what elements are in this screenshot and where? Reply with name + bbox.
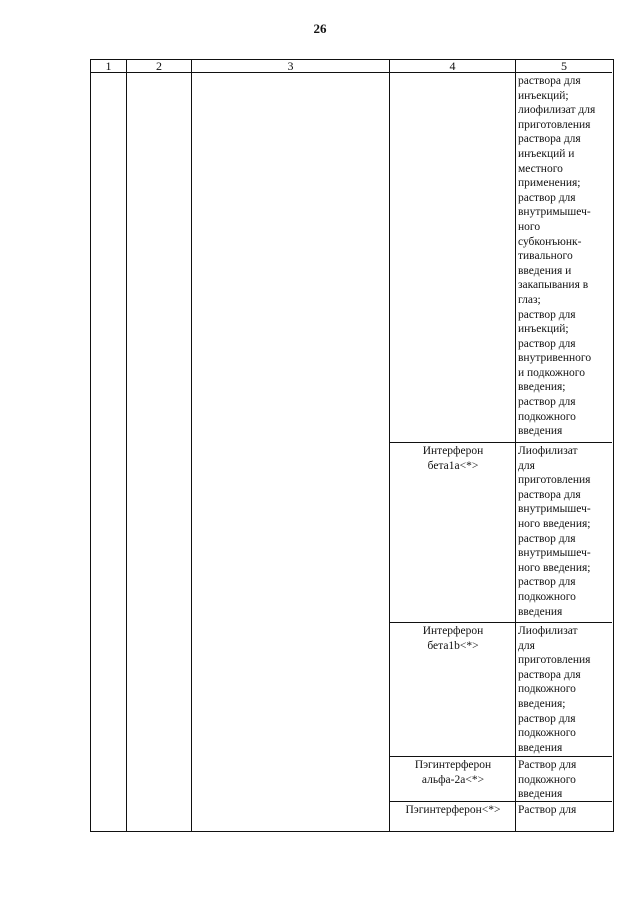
text-line: раствора для <box>518 668 581 681</box>
text-line: введения <box>518 741 563 754</box>
text-line: внутримышеч- <box>518 206 591 219</box>
text-line: внутримышеч- <box>518 503 591 516</box>
text-line: раствор для <box>518 308 576 321</box>
row-5-dosage-forms <box>518 803 610 818</box>
text-line: внутривенного <box>518 352 592 365</box>
text-line: приготовления <box>518 118 591 131</box>
row-divider-2 <box>389 622 612 623</box>
medication-table <box>90 59 614 832</box>
text-line: подкожного <box>518 683 576 696</box>
text-line: Пэгинтерферон<*> <box>405 804 501 816</box>
text-line: для <box>518 459 535 472</box>
column-divider-2-3 <box>191 60 192 831</box>
text-line: ного введения; <box>518 561 591 574</box>
text-line: приготовления <box>518 654 591 667</box>
row-divider-1 <box>389 442 612 443</box>
text-line: Интерферон <box>422 445 484 457</box>
text-line: введения <box>518 605 563 618</box>
text-line: Лиофилизат <box>518 445 578 457</box>
text-line: подкожного <box>518 410 576 423</box>
text-line: введения <box>518 788 563 801</box>
text-line: введения и <box>518 264 572 277</box>
row-divider-3 <box>389 756 612 757</box>
row-1-dosage-forms <box>518 74 610 439</box>
text-line: Пэгинтерферон <box>414 759 492 771</box>
text-line: применения; <box>518 177 581 190</box>
text-line: раствора для <box>518 75 581 87</box>
text-line: введения <box>518 425 563 438</box>
row-3-drug-name <box>393 624 513 653</box>
text-line: раствор для <box>518 532 576 545</box>
header-col-3: 3 <box>287 59 294 73</box>
text-line: инъекций и <box>518 147 575 160</box>
header-col-5: 5 <box>561 59 567 73</box>
text-line: Интерферон <box>422 625 484 637</box>
text-line: раствора для <box>518 488 581 501</box>
text-line: приготовления <box>518 474 591 487</box>
text-line: раствор для <box>518 337 576 350</box>
row-3-dosage-forms <box>518 624 610 755</box>
row-4-drug-name <box>393 758 513 787</box>
text-line: субконъюнк- <box>518 235 582 248</box>
text-line: лиофилизат для <box>518 104 596 117</box>
text-line: раствор для <box>518 396 576 409</box>
page-number: 26 <box>313 21 327 36</box>
column-divider-4-5 <box>515 60 516 831</box>
row-2-dosage-forms <box>518 444 610 619</box>
header-divider <box>91 72 612 73</box>
text-line: Раствор для <box>518 759 577 771</box>
text-line: и подкожного <box>518 366 585 379</box>
text-line: подкожного <box>518 773 576 786</box>
text-line: подкожного <box>518 727 576 740</box>
text-line: ного введения; <box>518 517 591 530</box>
text-line: раствора для <box>518 133 581 146</box>
text-line: местного <box>518 162 563 175</box>
text-line: раствор для <box>518 191 576 204</box>
text-line: бета1а<*> <box>427 459 479 472</box>
text-line: тивального <box>518 250 573 263</box>
text-line: альфа-2а<*> <box>421 773 485 786</box>
row-4-dosage-forms <box>518 758 610 802</box>
text-line: введения; <box>518 697 566 710</box>
column-divider-1-2 <box>126 60 127 831</box>
text-line: Раствор для <box>518 804 577 816</box>
row-2-drug-name <box>393 444 513 473</box>
text-line: введения; <box>518 381 566 394</box>
text-line: глаз; <box>518 293 541 306</box>
text-line: закапывания в <box>518 279 589 292</box>
header-col-2: 2 <box>156 59 162 73</box>
text-line: инъекций; <box>518 323 569 336</box>
header-col-4: 4 <box>449 59 456 73</box>
column-divider-3-4 <box>389 60 390 831</box>
text-line: внутримышеч- <box>518 547 591 560</box>
text-line: ного <box>518 220 541 233</box>
text-line: бета1b<*> <box>427 639 479 652</box>
header-col-1: 1 <box>105 59 112 73</box>
text-line: раствор для <box>518 576 576 589</box>
text-line: для <box>518 639 535 652</box>
text-line: раствор для <box>518 712 576 725</box>
text-line: инъекций; <box>518 89 569 102</box>
text-line: Лиофилизат <box>518 625 578 637</box>
text-line: подкожного <box>518 590 576 603</box>
row-5-drug-name <box>393 803 513 818</box>
